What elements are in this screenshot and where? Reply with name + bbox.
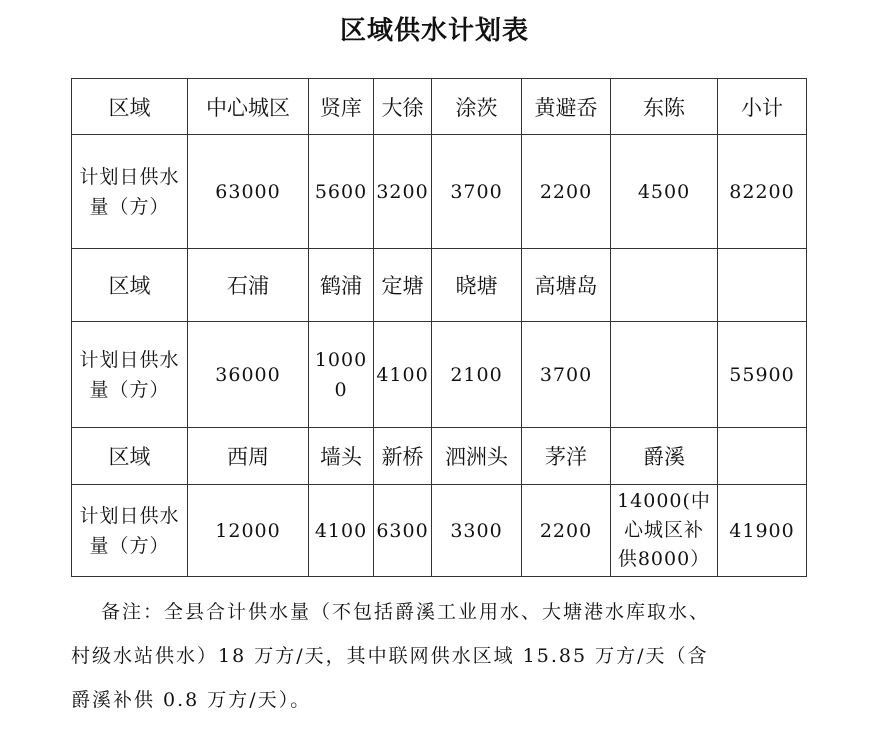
value-cell: 6300	[374, 485, 432, 577]
header-cell: 涂茨	[432, 79, 522, 135]
header-cell: 大徐	[374, 79, 432, 135]
header-cell: 黄避岙	[522, 79, 611, 135]
table-row	[72, 79, 807, 135]
value-cell: 2100	[432, 322, 522, 428]
value-cell: 14000(中心城区补供8000）	[611, 485, 718, 577]
value-cell: 4100	[309, 485, 374, 577]
header-cell: 泗洲头	[432, 428, 522, 485]
value-cell: 10000	[309, 322, 374, 428]
header-cell: 定塘	[374, 249, 432, 322]
header-cell: 小计	[718, 79, 807, 135]
value-cell: 2200	[522, 485, 611, 577]
table-row	[72, 135, 807, 249]
value-cell: 4100	[374, 322, 432, 428]
value-cell	[611, 322, 718, 428]
footnote-line: 备注：全县合计供水量（不包括爵溪工业用水、大塘港水库取水、	[101, 601, 711, 623]
header-cell	[718, 249, 807, 322]
footnote	[71, 590, 806, 722]
value-cell: 12000	[188, 485, 309, 577]
value-cell: 3200	[374, 135, 432, 249]
header-cell: 区域	[72, 79, 188, 135]
subtotal-cell: 82200	[718, 135, 807, 249]
header-cell: 爵溪	[611, 428, 718, 485]
table-title: 区域供水计划表	[339, 16, 529, 46]
row-label-cell: 计划日供水量（方）	[72, 322, 188, 428]
header-cell: 东陈	[611, 79, 718, 135]
header-cell: 晓塘	[432, 249, 522, 322]
header-cell: 西周	[188, 428, 309, 485]
header-cell: 新桥	[374, 428, 432, 485]
water-supply-table	[71, 78, 807, 577]
table-row	[72, 322, 807, 428]
footnote-line: 村级水站供水）18 万方/天，其中联网供水区域 15.85 万方/天（含	[71, 645, 709, 667]
value-cell: 4500	[611, 135, 718, 249]
header-cell: 石浦	[188, 249, 309, 322]
value-cell: 3300	[432, 485, 522, 577]
value-cell: 3700	[522, 322, 611, 428]
header-cell: 贤庠	[309, 79, 374, 135]
header-cell: 鹤浦	[309, 249, 374, 322]
header-cell	[611, 249, 718, 322]
row-label-cell: 计划日供水量（方）	[72, 485, 188, 577]
value-cell: 3700	[432, 135, 522, 249]
value-cell: 36000	[188, 322, 309, 428]
footnote-line: 爵溪补供 0.8 万方/天）。	[71, 689, 312, 711]
header-cell	[718, 428, 807, 485]
table-row	[72, 249, 807, 322]
subtotal-cell: 55900	[718, 322, 807, 428]
table-row	[72, 485, 807, 577]
header-cell: 高塘岛	[522, 249, 611, 322]
header-cell: 茅洋	[522, 428, 611, 485]
subtotal-cell: 41900	[718, 485, 807, 577]
row-label-cell: 计划日供水量（方）	[72, 135, 188, 249]
value-cell: 2200	[522, 135, 611, 249]
header-cell: 区域	[72, 428, 188, 485]
table-row	[72, 428, 807, 485]
value-cell: 5600	[309, 135, 374, 249]
header-cell: 中心城区	[188, 79, 309, 135]
value-cell: 63000	[188, 135, 309, 249]
header-cell: 区域	[72, 249, 188, 322]
header-cell: 墙头	[309, 428, 374, 485]
